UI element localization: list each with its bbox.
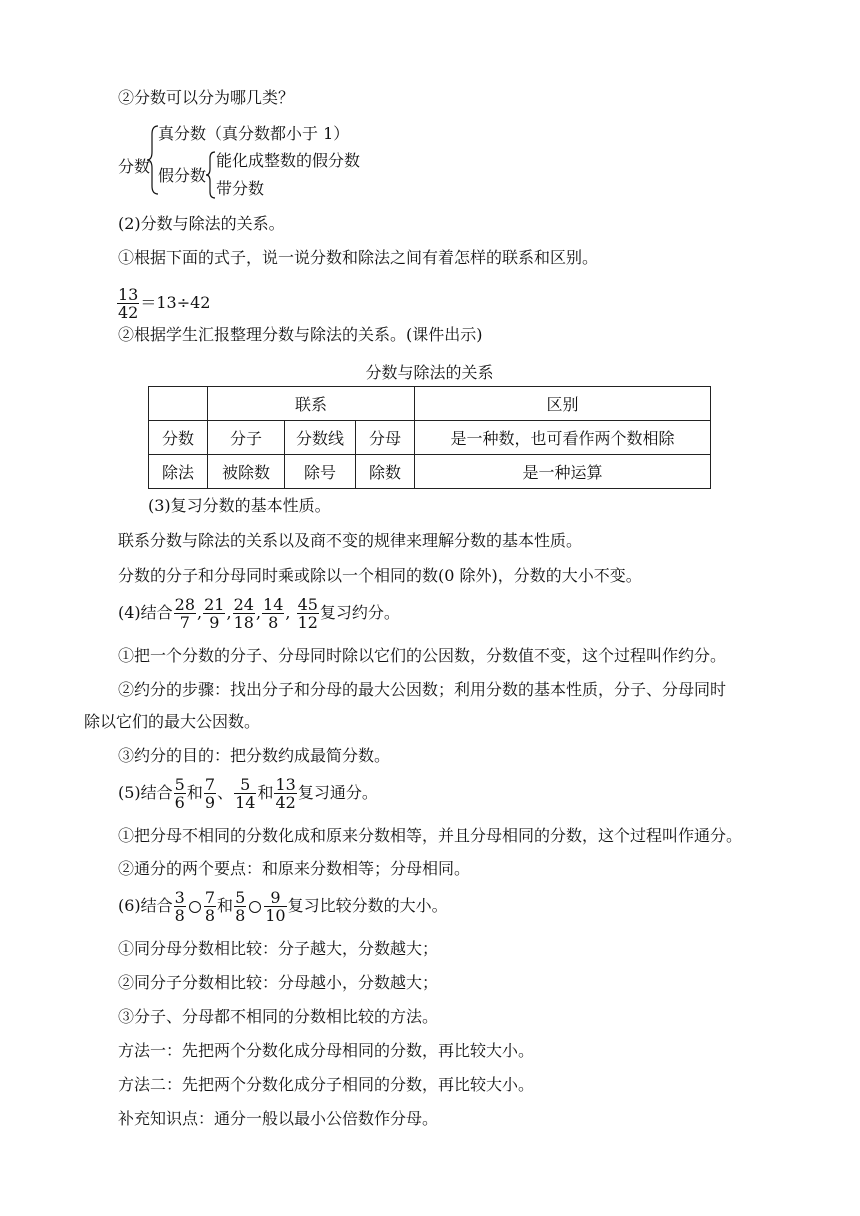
fraction: $\frac{13}{42}$ bbox=[275, 775, 296, 812]
section-2-q1: ①根据下面的式子，说一说分数和除法之间有着怎样的联系和区别。 bbox=[118, 248, 599, 267]
section-6-title: (6)结合 $\frac{3}{8}$ $\frac{7}{8}$ 和 $\frac{5}{8}$ $\frac{9}{10}$ 复习比较分数的大小。 bbox=[118, 888, 448, 925]
compare-circle bbox=[189, 901, 201, 913]
table-cell: 是一种运算 bbox=[415, 455, 711, 489]
section-6-p2: ②同分子分数相比较：分母越小，分数越大； bbox=[118, 973, 439, 992]
table-cell: 除法 bbox=[149, 455, 208, 489]
tree-root: 分数 bbox=[118, 157, 151, 176]
method-2: 方法二：先把两个分数化成分子相同的分数，再比较大小。 bbox=[118, 1075, 535, 1094]
method-1: 方法一：先把两个分数化成分母相同的分数，再比较大小。 bbox=[118, 1041, 535, 1060]
section-2-title: (2)分数与除法的关系。 bbox=[118, 214, 285, 233]
fraction: $\frac{5}{6}$ bbox=[174, 775, 185, 812]
section-4-title: (4)结合 $\frac{28}{7}$ , $\frac{21}{9}$ , $\frac{24}{18}$ , $\frac{14}{8}$ , $\frac{45}{12}$ 复习约分。 bbox=[118, 595, 400, 632]
section-4-p1: ①把一个分数的分子、分母同时除以它们的公因数，分数值不变，这个过程叫作约分。 bbox=[118, 646, 727, 665]
header-diff: 区别 bbox=[415, 387, 711, 421]
supplement-note: 补充知识点：通分一般以最小公倍数作分母。 bbox=[118, 1109, 439, 1128]
section-3-p1: 联系分数与除法的关系以及商不变的规律来理解分数的基本性质。 bbox=[118, 531, 583, 550]
fraction: $\frac{7}{9}$ bbox=[204, 775, 216, 812]
table-cell: 除数 bbox=[356, 455, 415, 489]
improper-mixed: 带分数 bbox=[216, 179, 265, 198]
fraction: $\frac{45}{12}$ bbox=[297, 595, 318, 632]
fraction: $\frac{5}{8}$ bbox=[235, 888, 246, 925]
section-3-p2: 分数的分子和分母同时乘或除以一个相同的数(0 除外)，分数的大小不变。 bbox=[118, 566, 642, 585]
table-caption: 分数与除法的关系 bbox=[365, 363, 494, 382]
fraction: $\frac{9}{10}$ bbox=[265, 888, 286, 925]
classify-question: ②分数可以分为哪几类？ bbox=[118, 88, 295, 107]
relation-table bbox=[148, 386, 711, 489]
fraction: $\frac{13}{42}$ bbox=[118, 285, 139, 322]
table-cell: 被除数 bbox=[208, 455, 285, 489]
fraction: $\frac{28}{7}$ bbox=[174, 595, 196, 632]
fraction: $\frac{5}{14}$ bbox=[235, 775, 256, 812]
table-cell: 分母 bbox=[356, 421, 415, 455]
table-cell: 除号 bbox=[285, 455, 356, 489]
section-3-title: (3)复习分数的基本性质。 bbox=[148, 496, 331, 515]
section-6-p1: ①同分母分数相比较：分子越大，分数越大； bbox=[118, 939, 439, 958]
section-6-p3: ③分子、分母都不相同的分数相比较的方法。 bbox=[118, 1007, 439, 1026]
improper-fraction: 假分数 bbox=[158, 166, 207, 185]
section-4-p3: ③约分的目的：把分数约成最简分数。 bbox=[118, 746, 391, 765]
fraction: $\frac{24}{18}$ bbox=[233, 595, 254, 632]
table-corner bbox=[149, 387, 208, 421]
table-cell: 分数 bbox=[149, 421, 208, 455]
section-2-q2: ②根据学生汇报整理分数与除法的关系。(课件出示) bbox=[118, 325, 483, 344]
fraction: $\frac{14}{8}$ bbox=[263, 595, 284, 632]
table-header-row bbox=[149, 387, 711, 421]
proper-fraction: 真分数（真分数都小于 1） bbox=[158, 124, 350, 143]
table-cell: 是一种数，也可看作两个数相除 bbox=[415, 421, 711, 455]
table-row bbox=[149, 455, 711, 489]
section-5-p1: ①把分母不相同的分数化成和原来分数相等，并且分母相同的分数，这个过程叫作通分。 bbox=[118, 826, 743, 845]
fraction: $\frac{21}{9}$ bbox=[204, 595, 225, 632]
section-4-p2a: ②约分的步骤：找出分子和分母的最大公因数；利用分数的基本性质，分子、分母同时 bbox=[118, 680, 727, 699]
fraction: $\frac{3}{8}$ bbox=[174, 888, 185, 925]
table-cell: 分子 bbox=[208, 421, 285, 455]
fraction: $\frac{7}{8}$ bbox=[204, 888, 216, 925]
header-link: 联系 bbox=[208, 387, 415, 421]
section-5-title: (5)结合 $\frac{5}{6}$ 和 $\frac{7}{9}$ 、 $\frac{5}{14}$ 和 $\frac{13}{42}$ 复习通分。 bbox=[118, 775, 378, 812]
improper-whole: 能化成整数的假分数 bbox=[216, 151, 361, 170]
equation: $\frac{13}{42}$ ＝13÷42 bbox=[118, 285, 211, 322]
compare-circle bbox=[249, 901, 261, 913]
table-cell: 分数线 bbox=[285, 421, 356, 455]
table-row bbox=[149, 421, 711, 455]
section-4-p2b: 除以它们的最大公因数。 bbox=[84, 712, 261, 731]
section-5-p2: ②通分的两个要点：和原来分数相等；分母相同。 bbox=[118, 859, 471, 878]
